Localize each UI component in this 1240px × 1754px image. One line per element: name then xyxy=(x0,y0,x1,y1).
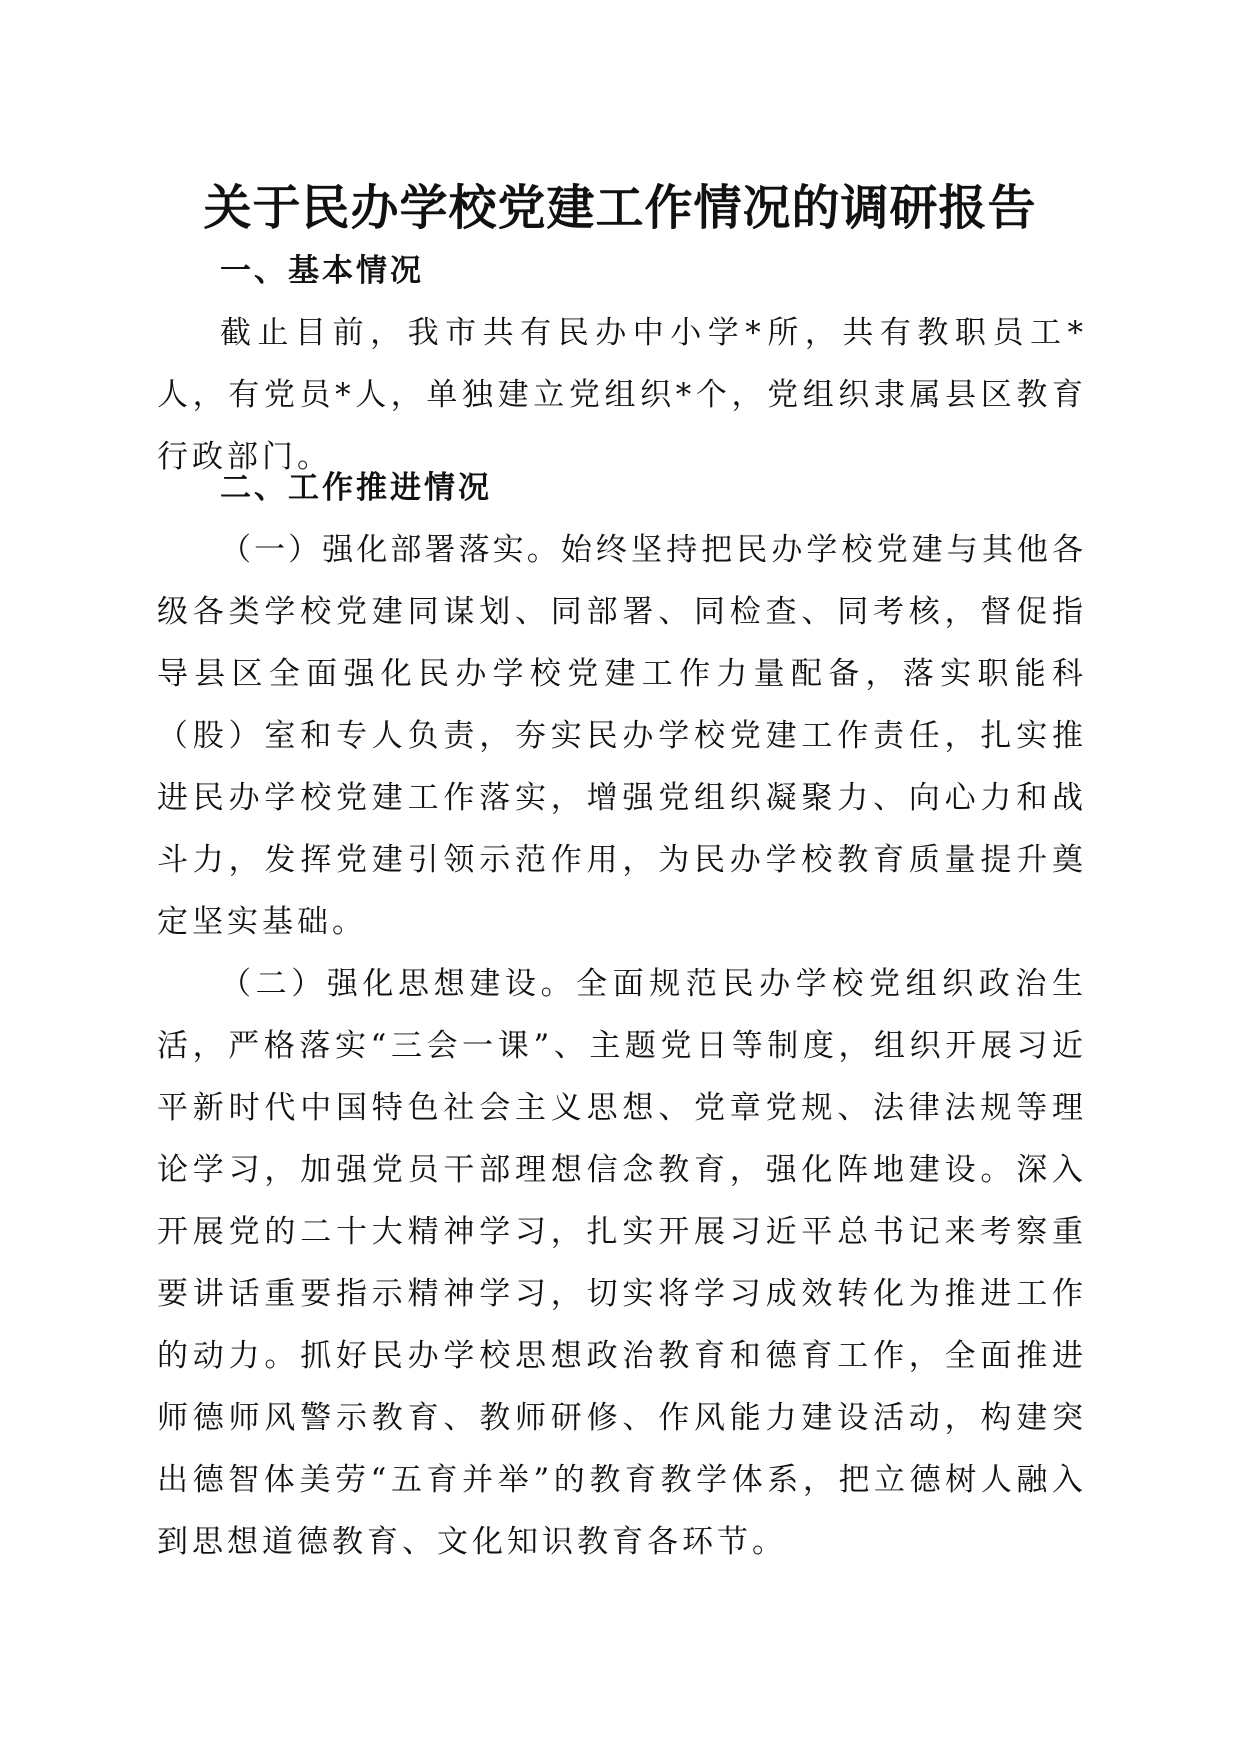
paragraph-ideology xyxy=(157,953,1087,1573)
section-body-work-progress xyxy=(157,519,1087,1573)
paragraph-text: 始终坚持把民办学校党建与其他各级各类学校党建同谋划、同部署、同检查、同考核，督促指导县区全面强化民办学校党建工作力量配备，落实职能科（股）室和专人负责，夯实民办学校党建工作责任，扎实推进民办学校党建工作落实，增强党组织凝聚力、向心力和战斗力，发挥党建引领示范作用，为民办学校教育质量提升奠定坚实基础。 xyxy=(157,532,1088,940)
section-heading-work-progress: 二、工作推进情况 xyxy=(220,470,492,506)
document-title: 关于民办学校党建工作情况的调研报告 xyxy=(203,180,1037,236)
paragraph-text: 全面规范民办学校党组织政治生活，严格落实“三会一课”、主题党日等制度，组织开展习近平新时代中国特色社会主义思想、党章党规、法律法规等理论学习，加强党员干部理想信念教育，强化阵地建设。深入开展党的二十大精神学习，扎实开展习近平总书记来考察重要讲话重要指示精神学习，切实将学习成效转化为推进工作的动力。抓好民办学校思想政治教育和德育工作，全面推进师德师风警示教育、教师研修、作风能力建设活动，构建突出德智体美劳“五育并举”的教育教学体系，把立德树人融入到思想道德教育、文化知识教育各环节。 xyxy=(157,966,1088,1560)
section-heading-basic-situation: 一、基本情况 xyxy=(220,253,424,289)
paragraph-text: 截止目前，我市共有民办中小学*所，共有教职员工*人，有党员*人，单独建立党组织*个，党组织隶属县区教育行政部门。 xyxy=(157,315,1087,475)
paragraph-deployment xyxy=(157,519,1087,953)
subheading-ideology: （二）强化思想建设。 xyxy=(220,966,577,1002)
subheading-deployment: （一）强化部署落实。 xyxy=(220,532,561,568)
